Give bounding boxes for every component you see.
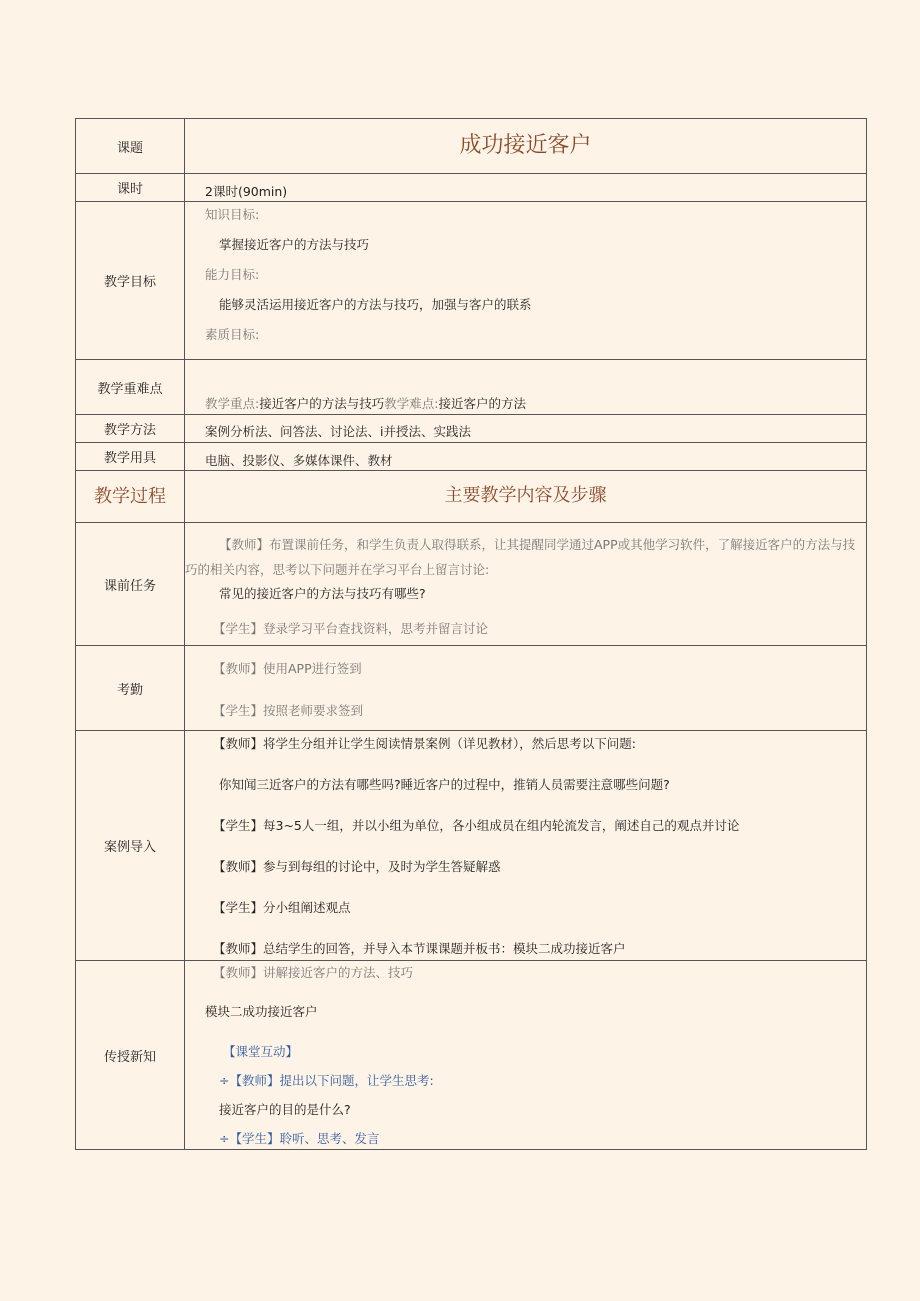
nk-module: 模块二成功接近客户 [205,1004,318,1019]
tools-value: 电脑、投影仪、多媒体课件、教材 [205,453,393,468]
hours-cell [185,174,867,202]
case-line-1: 【教师】将学生分组并让学生阅读情景案例（详见教材），然后思考以下问题: [213,736,636,751]
case-intro-cell [185,731,867,961]
attendance-cell [185,646,867,731]
attendance-label: 考勤 [76,646,185,731]
methods-value: 案例分析法、问答法、讨论法、i并授法、实践法 [205,424,471,439]
keypoints-label: 教学重难点 [76,360,185,415]
process-head-right: 主要教学内容及步骤 [444,485,607,506]
tools-label: 教学用具 [76,443,185,471]
new-knowledge-label: 传授新知 [76,961,185,1150]
title-cell [185,119,867,174]
keypoints-line [205,396,866,411]
pre-task-cell [185,523,867,646]
nk-question: 接近客户的目的是什么? [219,1102,351,1117]
nk-interaction: 【课堂互动】 [223,1044,299,1059]
ability-label: 能力目标: [205,267,260,282]
case-line-2: 你知闻三近客户的方法有哪些吗?睡近客户的过程中，推销人员需要注意哪些问题? [219,777,670,792]
new-knowledge-cell [185,961,867,1150]
difficulty-value: 接近客户的方法 [438,396,526,411]
tools-cell [185,443,867,471]
keypoint-value: 接近客户的方法与技巧 [259,396,385,411]
pre-task-label: 课前任务 [76,523,185,646]
methods-cell [185,415,867,443]
attendance-teacher: 【教师】使用APP进行签到 [213,661,362,676]
objectives-cell [185,202,867,360]
lesson-title: 成功接近客户 [459,133,592,158]
case-line-5: 【学生】分小组阐述观点 [213,900,351,915]
ability-objective: 能够灵活运用接近客户的方法与技巧，加强与客户的联系 [219,297,532,312]
pre-task-teacher: 【教师】布置课前任务，和学生负责人取得联系，让其提醒同学通过APP或其他学习软件，了解接近客户的方法与技巧的相关内容，思考以下问题并在学习平台上留言讨论: [185,537,856,577]
hours-label: 课时 [76,174,185,202]
case-line-4: 【教师】参与到每组的讨论中，及时为学生答疑解惑 [213,859,501,874]
keypoint-prefix: 教学重点: [205,396,260,411]
objectives-label: 教学目标 [76,202,185,360]
lesson-plan-table [75,118,867,1150]
knowledge-label: 知识目标: [205,207,260,222]
case-line-3: 【学生】每3~5人一组，并以小组为单位，各小组成员在组内轮流发言，阐述自己的观点并讨论 [213,818,740,833]
title-label: 课题 [76,119,185,174]
hours-value: 2课时(90min) [205,184,288,199]
pre-task-student: 【学生】登录学习平台查找资料，思考并留言讨论 [213,621,489,636]
case-intro-label: 案例导入 [76,731,185,961]
difficulty-prefix: 教学难点: [384,396,439,411]
keypoints-cell [185,360,867,415]
attendance-student: 【学生】按照老师要求签到 [213,703,364,718]
methods-label: 教学方法 [76,415,185,443]
nk-teacher-question: ÷【教师】提出以下问题，让学生思考: [219,1073,434,1088]
process-head-right-cell [185,471,867,523]
process-head-left: 教学过程 [94,485,166,507]
nk-teacher: 【教师】讲解接近客户的方法、技巧 [213,965,414,980]
knowledge-objective: 掌握接近客户的方法与技巧 [219,237,370,252]
process-head-cell [76,471,185,523]
quality-label: 素质目标: [205,327,260,342]
case-line-6: 【教师】总结学生的回答，并导入本节课课题并板书：模块二成功接近客户 [213,941,626,956]
pre-task-question: 常见的接近客户的方法与技巧有哪些? [219,586,426,601]
nk-student: ÷【学生】聆听、思考、发言 [219,1131,380,1146]
